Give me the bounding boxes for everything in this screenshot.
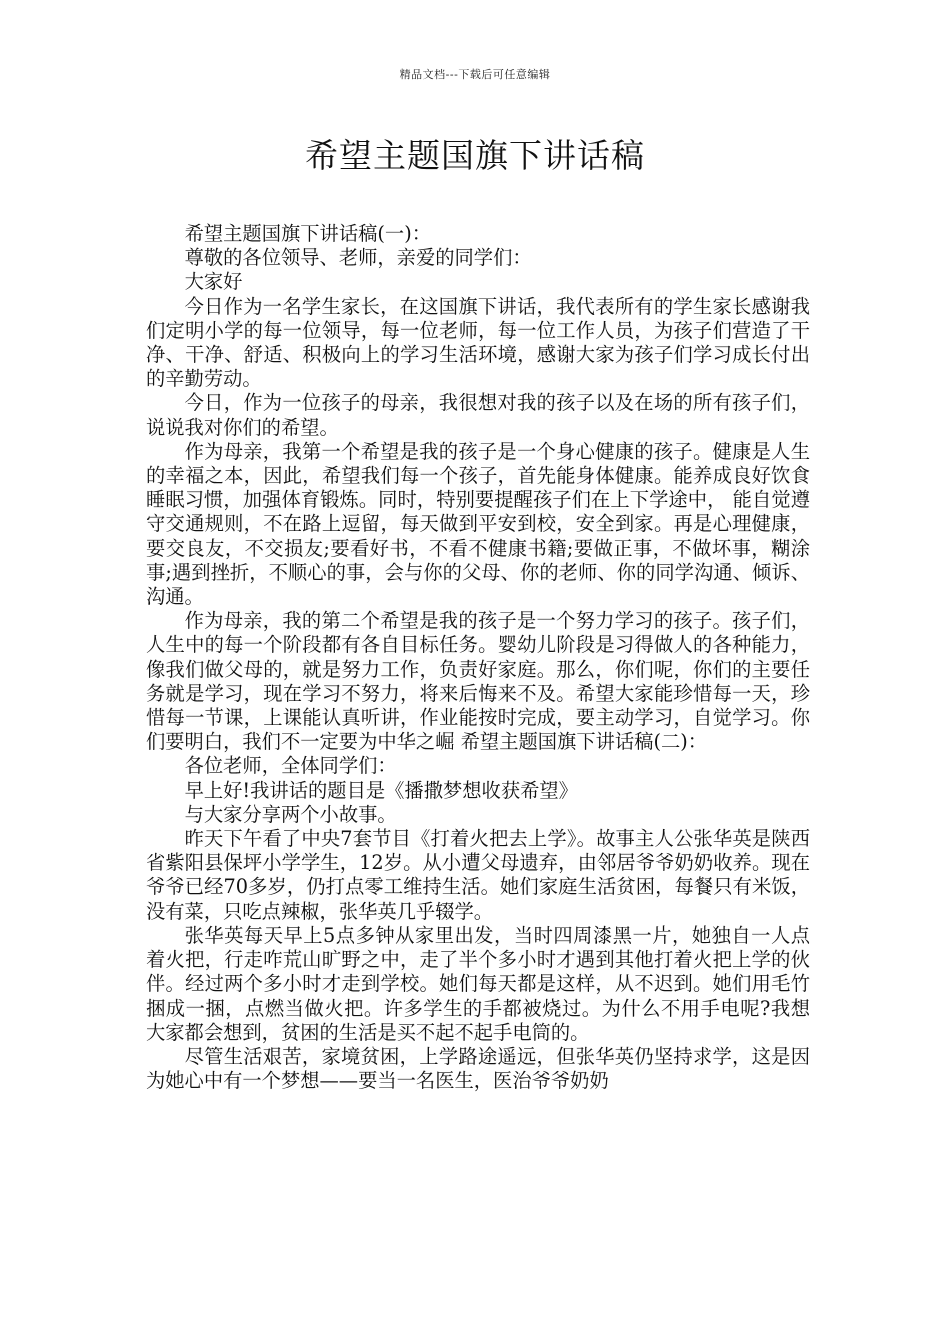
document-title: 希望主题国旗下讲话稿: [305, 136, 645, 175]
paragraph: 今日，作为一位孩子的母亲，我很想对我的孩子以及在场的所有孩子们，说说我对你们的希望。: [146, 391, 810, 439]
paragraph: 希望主题国旗下讲话稿(一)：: [184, 222, 432, 245]
paragraph: 作为母亲，我的第二个希望是我的孩子是一个努力学习的孩子。孩子们，人生中的每一个阶段都有各自目标任务。婴幼儿阶段是习得做人的各种能力，像我们做父母的，就是努力工作，负责好家庭。那么，你们呢，你们的主要任务就是学习，现在学习不努力，将来后悔来不及。希望大家能珍惜每一天，珍惜每一节课，上课能认真听讲，作业能按时完成，要主动学习，自觉学习。你们要明白，我们不一定要为中华之崛 希望主题国旗下讲话稿(二)：: [146, 609, 810, 754]
paragraph: 早上好!我讲话的题目是《播撒梦想收获希望》: [184, 778, 578, 802]
document-body: [146, 222, 810, 1093]
header-note: 精品文档---下载后可任意编辑: [399, 68, 551, 81]
paragraph: 尽管生活艰苦，家境贫困，上学路途遥远，但张华英仍坚持求学，这是因为她心中有一个梦想——要当一名医生，医治爷爷奶奶: [146, 1044, 810, 1093]
paragraph: 大家好: [184, 270, 243, 294]
paragraph: 与大家分享两个小故事。: [184, 802, 397, 826]
paragraph: 张华英每天早上5点多钟从家里出发，当时四周漆黑一片，她独自一人点着火把，行走咋荒山旷野之中，走了半个多小时才遇到其他打着火把上学的伙伴。经过两个多小时才走到学校。她们每天都是这样，从不迟到。她们用毛竹捆成一捆，点燃当做火把。许多学生的手都被烧过。为什么不用手电呢?我想大家都会想到，贫困的生活是买不起不起手电筒的。: [146, 923, 810, 1044]
paragraph: 今日作为一名学生家长，在这国旗下讲话，我代表所有的学生家长感谢我们定明小学的每一位领导，每一位老师，每一位工作人员，为孩子们营造了干净、干净、舒适、积极向上的学习生活环境，感谢大家为孩子们学习成长付出的辛勤劳动。: [146, 294, 810, 391]
paragraph: 尊敬的各位领导、老师，亲爱的同学们：: [184, 246, 532, 270]
paragraph: 作为母亲，我第一个希望是我的孩子是一个身心健康的孩子。健康是人生的幸福之本，因此，希望我们每一个孩子，首先能身体健康。能养成良好饮食睡眠习惯，加强体育锻炼。同时，特别要提醒孩子们在上下学途中， 能自觉遵守交通规则，不在路上逗留，每天做到平安到校，安全到家。再是心理健康，要交良友，不交损友;要看好书，不看不健康书籍;要做正事，不做坏事，糊涂事;遇到挫折，不顺心的事，会与你的父母、你的老师、你的同学沟通、倾诉、沟通。: [146, 439, 810, 609]
paragraph: 昨天下午看了中央7套节目《打着火把去上学》。故事主人公张华英是陕西省紫阳县保坪小学学生，12岁。从小遭父母遗弃，由邻居爷爷奶奶收养。现在爷爷已经70多岁，仍打点零工维持生活。她们家庭生活贫困，每餐只有米饭，没有菜，只吃点辣椒，张华英几乎辍学。: [146, 827, 810, 923]
paragraph: 各位老师，全体同学们：: [184, 754, 397, 778]
